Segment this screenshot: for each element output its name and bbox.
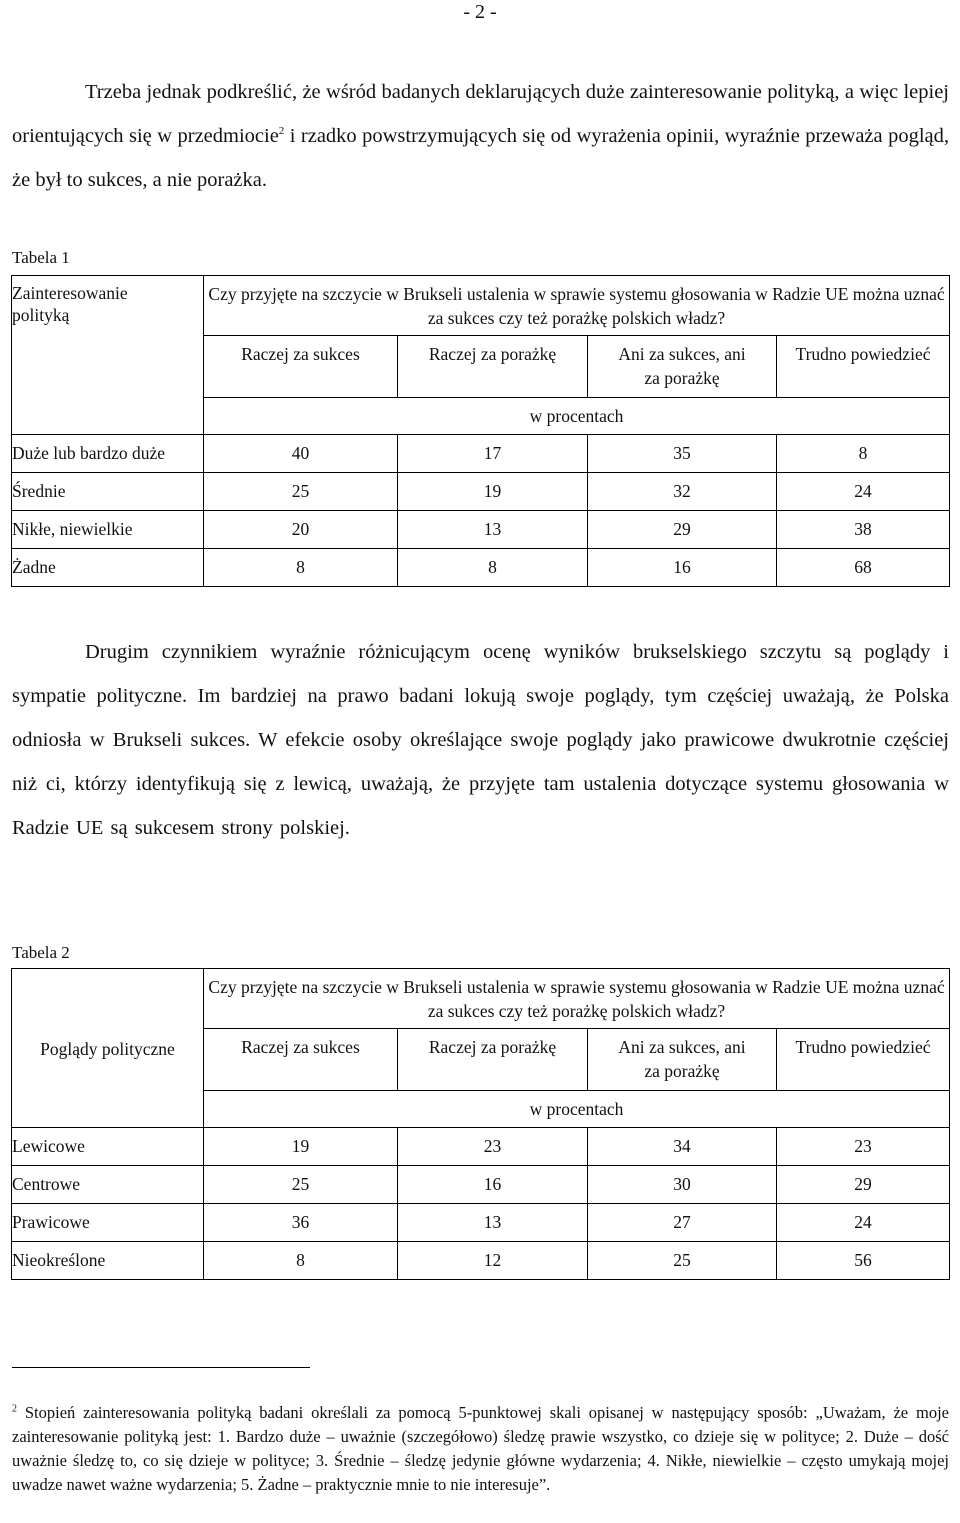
column-header [204, 1029, 398, 1091]
table-cell: 34 [588, 1128, 777, 1166]
table-interest [11, 275, 950, 587]
table-cell: 17 [398, 435, 588, 473]
unit-label: w procentach [529, 1098, 624, 1119]
table-cell: 8 [204, 549, 398, 587]
unit-label: w procentach [529, 405, 624, 426]
table-political-views [11, 968, 950, 1280]
table-cell: 29 [777, 1166, 950, 1204]
table-cell: 56 [777, 1242, 950, 1280]
table-cell: 24 [777, 1204, 950, 1242]
table-cell: 16 [398, 1166, 588, 1204]
footnote-reference[interactable]: 2 [278, 125, 285, 138]
table-cell: 36 [204, 1204, 398, 1242]
question-cell [204, 276, 950, 336]
unit-cell [204, 1091, 950, 1128]
table-row-label: Średnie [12, 473, 204, 511]
row-header-label: Poglądy polityczne [40, 1039, 175, 1059]
table-cell: 25 [204, 1166, 398, 1204]
row-header-label: Zainteresowanie polityką [12, 283, 128, 325]
table-cell: 68 [777, 549, 950, 587]
row-header-cell [12, 969, 204, 1128]
table-cell: 30 [588, 1166, 777, 1204]
table-cell: 25 [588, 1242, 777, 1280]
table-cell: 23 [777, 1128, 950, 1166]
table-cell: 12 [398, 1242, 588, 1280]
table-row-label: Lewicowe [12, 1128, 204, 1166]
table-row-label: Nikłe, niewielkie [12, 511, 204, 549]
footnote [12, 1401, 949, 1497]
paragraph-political-views [12, 630, 949, 850]
table-cell: 13 [398, 1204, 588, 1242]
column-header-label: Trudno powiedzieć [795, 1037, 931, 1057]
table-row-label: Żadne [12, 549, 204, 587]
unit-cell [204, 398, 950, 435]
page-number: - 2 - [463, 1, 497, 23]
table-cell: 23 [398, 1128, 588, 1166]
paragraph-text-before-footnote: Trzeba jednak podkreślić, że wśród badanych deklarujących duże zainteresowanie polityką, a więc lepiej orientujących się w przedmiocie [12, 81, 949, 147]
column-header [588, 336, 777, 398]
paragraph-text-after-footnote: i rzadko powstrzymujących się od wyrażenia opinii, wyraźnie przeważa pogląd, że był to sukces, a nie porażka. [12, 125, 949, 191]
table-cell: 8 [204, 1242, 398, 1280]
column-header [588, 1029, 777, 1091]
table-cell: 13 [398, 511, 588, 549]
column-header-label: Raczej za sukces [241, 1037, 360, 1057]
column-header [398, 1029, 588, 1091]
table-cell: 8 [398, 549, 588, 587]
table-cell: 19 [398, 473, 588, 511]
column-header-label: Raczej za sukces [241, 344, 360, 364]
question-text: Czy przyjęte na szczycie w Brukseli ustalenia w sprawie systemu głosowania w Radzie UE można uznać za sukces czy też porażkę polskich władz? [208, 284, 945, 328]
question-cell [204, 969, 950, 1029]
row-header-cell [12, 276, 204, 435]
table-row-label: Centrowe [12, 1166, 204, 1204]
column-header [398, 336, 588, 398]
table-cell: 27 [588, 1204, 777, 1242]
table-cell: 19 [204, 1128, 398, 1166]
table-row-label: Nieokreślone [12, 1242, 204, 1280]
table2-caption: Tabela 2 [12, 943, 70, 962]
paragraph-interest [12, 70, 949, 202]
column-header-label: Ani za sukces, ani za porażkę [618, 344, 746, 388]
footnote-text: Stopień zainteresowania polityką badani określali za pomocą 5-punktowej skali opisanej w następujący sposób: „Uważam, że moje zainteresowanie polityką jest: 1. Bardzo duże – uważnie (szczegółowo) śledzę prawie wszystko, co dzieje się w polityce; 2. Duże – dość uważnie śledzę to, co się dzieje w polityce; 3. Średnie – śledzę jedynie główne wydarzenia; 4. Nikłe, niewielkie – często umykają mojej uwadze nawet ważne wydarzenia; 5. Żadne – praktycznie mnie to nie interesuje”. [12, 1403, 949, 1494]
table-cell: 24 [777, 473, 950, 511]
column-header-label: Trudno powiedzieć [795, 344, 931, 364]
table-cell: 29 [588, 511, 777, 549]
column-header-label: Raczej za porażkę [428, 1037, 557, 1057]
column-header [204, 336, 398, 398]
table-cell: 40 [204, 435, 398, 473]
table-cell: 16 [588, 549, 777, 587]
table-cell: 8 [777, 435, 950, 473]
table1-caption: Tabela 1 [12, 248, 70, 267]
column-header-label: Raczej za porażkę [428, 344, 557, 364]
table-cell: 35 [588, 435, 777, 473]
question-text: Czy przyjęte na szczycie w Brukseli ustalenia w sprawie systemu głosowania w Radzie UE można uznać za sukces czy też porażkę polskich władz? [208, 977, 945, 1021]
table-row-label: Prawicowe [12, 1204, 204, 1242]
column-header [777, 1029, 950, 1091]
footnote-separator [12, 1367, 310, 1368]
table-cell: 25 [204, 473, 398, 511]
footnote-marker: 2 [12, 1403, 17, 1415]
paragraph-text: Drugim czynnikiem wyraźnie różnicującym ocenę wyników brukselskiego szczytu są poglądy i sympatie polityczne. Im bardziej na prawo badani lokują swoje poglądy, tym częściej uważają, że Polska odniosła w Brukseli sukces. W efekcie osoby określające swoje poglądy jako prawicowe dwukrotnie częściej niż ci, którzy identyfikują się z lewicą, uważają, że przyjęte tam ustalenia dotyczące systemu głosowania w Radzie UE są sukcesem strony polskiej. [12, 641, 949, 839]
table-cell: 32 [588, 473, 777, 511]
table-cell: 38 [777, 511, 950, 549]
table-cell: 20 [204, 511, 398, 549]
column-header [777, 336, 950, 398]
column-header-label: Ani za sukces, ani za porażkę [618, 1037, 746, 1081]
table-row-label: Duże lub bardzo duże [12, 435, 204, 473]
